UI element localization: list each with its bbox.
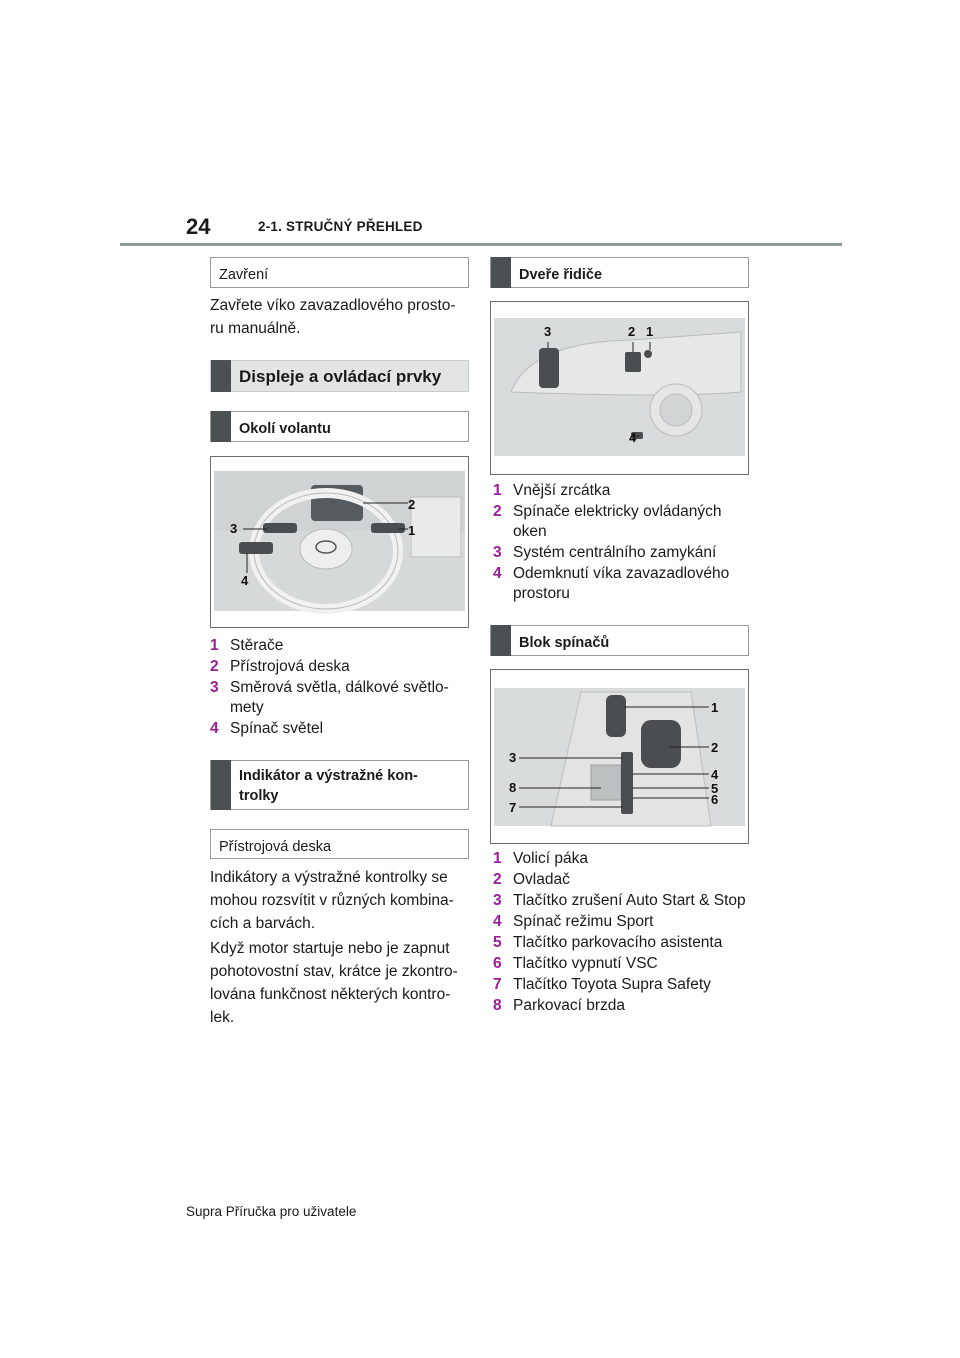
switch-box <box>490 625 749 656</box>
chapter-title: 2-1. STRUČNÝ PŘEHLED <box>258 219 423 234</box>
door-label-3: 3 <box>544 324 552 339</box>
para2-line: lována funkčnost některých kontro- <box>210 986 451 1003</box>
door-label-4: 4 <box>629 430 637 445</box>
steering-item: 2 Přístrojová deska <box>210 658 350 675</box>
para2-line: Když motor startuje nebo je zapnut <box>210 940 450 957</box>
steering-box <box>210 411 469 442</box>
switch-item: 5 Tlačítko parkovacího asistenta <box>493 934 723 951</box>
indicator-box-bar <box>211 760 231 810</box>
door-illustration <box>491 302 748 474</box>
para1-line: cích a barvách. <box>210 915 316 932</box>
switch-item: 3 Tlačítko zrušení Auto Start & Stop <box>493 892 746 909</box>
header-rule <box>120 243 842 246</box>
section-title-bar <box>211 360 231 392</box>
steering-figure <box>210 456 469 628</box>
door-figure <box>490 301 749 475</box>
door-item: 2 Spínače elektricky ovládaných oken <box>493 503 722 540</box>
switch-item: 6 Tlačítko vypnutí VSC <box>493 955 658 972</box>
switch-box-label: Blok spínačů <box>519 635 610 651</box>
section-title-box <box>210 360 469 392</box>
steering-illustration <box>211 457 468 627</box>
steering-label-3: 3 <box>230 521 238 536</box>
closing-line-1: Zavřete víko zavazadlového prosto- <box>210 297 456 314</box>
switch-figure <box>490 669 749 844</box>
door-box-bar <box>491 257 511 288</box>
door-item: 1 Vnější zrcátka <box>493 482 611 499</box>
switch-item: 7 Tlačítko Toyota Supra Safety <box>493 976 711 993</box>
para2-line: lek. <box>210 1009 235 1026</box>
switch-label-1: 1 <box>711 700 719 715</box>
switch-items-list <box>493 849 763 1017</box>
page-number: 24 <box>186 214 211 239</box>
steering-label-2: 2 <box>408 497 416 512</box>
switch-label-2: 2 <box>711 740 719 755</box>
door-label-2: 2 <box>628 324 636 339</box>
indicator-box <box>210 760 469 810</box>
indicator-box-label: Indikátor a výstražné kon- trolky <box>239 768 418 804</box>
closing-box <box>210 257 469 288</box>
switch-item: 1 Volicí páka <box>493 850 588 867</box>
closing-line-2: ru manuálně. <box>210 320 301 337</box>
steering-box-bar <box>211 411 231 442</box>
closing-paragraph <box>210 294 470 340</box>
dash-box <box>210 829 469 859</box>
steering-item: 4 Spínač světel <box>210 720 324 737</box>
switch-box-bar <box>491 625 511 656</box>
switch-label-8: 8 <box>509 780 517 795</box>
steering-box-label: Okolí volantu <box>239 421 331 437</box>
door-item: 4 Odemknutí víka zavazadlového prostoru <box>493 565 730 602</box>
steering-item: 1 Stěrače <box>210 637 284 654</box>
steering-item: 3 Směrová světla, dálkové světlo-mety <box>210 679 449 716</box>
steering-label-4: 4 <box>241 573 249 588</box>
door-box-label: Dveře řidiče <box>519 267 603 283</box>
para2-line: pohotovostní stav, krátce je zkontro- <box>210 963 458 980</box>
door-box <box>490 257 749 288</box>
switch-item: 8 Parkovací brzda <box>493 997 625 1014</box>
switch-label-6: 6 <box>711 792 719 807</box>
indicator-paragraph-2 <box>210 937 472 1029</box>
dash-box-label: Přístrojová deska <box>219 839 332 855</box>
door-label-1: 1 <box>646 324 654 339</box>
indicator-paragraph-1 <box>210 866 472 935</box>
switch-label-4: 4 <box>711 767 719 782</box>
switch-item: 2 Ovladač <box>493 871 570 888</box>
para1-line: mohou rozsvítit v různých kombina- <box>210 892 454 909</box>
steering-label-1: 1 <box>408 523 416 538</box>
switch-item: 4 Spínač režimu Sport <box>493 913 654 930</box>
footer-text: Supra Příručka pro uživatele <box>186 1204 357 1219</box>
para1-line: Indikátory a výstražné kontrolky se <box>210 869 448 886</box>
switch-label-7: 7 <box>509 800 517 815</box>
steering-items-list <box>210 636 472 740</box>
door-item: 3 Systém centrálního zamykání <box>493 544 717 561</box>
closing-box-label: Zavření <box>219 267 269 283</box>
switch-label-3: 3 <box>509 750 517 765</box>
door-items-list <box>493 481 755 605</box>
switch-illustration <box>491 670 748 843</box>
section-title: Displeje a ovládací prvky <box>239 367 442 386</box>
switch-label-5: 5 <box>711 781 719 796</box>
